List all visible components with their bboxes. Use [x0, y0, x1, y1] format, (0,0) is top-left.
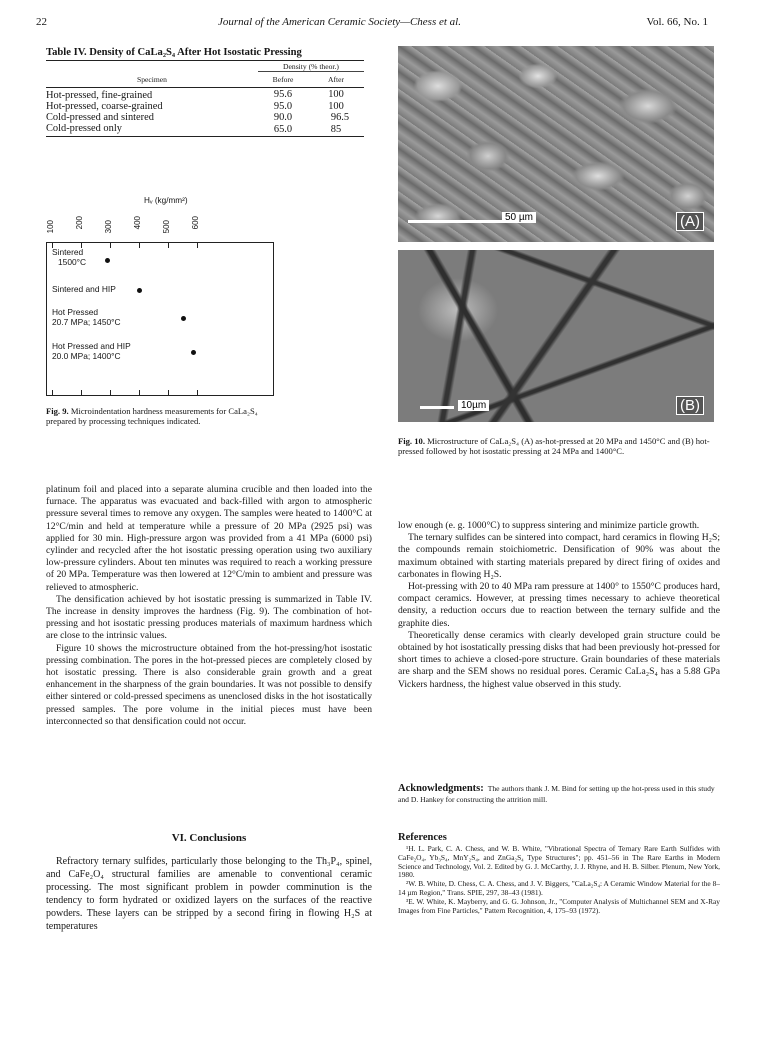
cell-before: 65.0: [258, 123, 308, 137]
fig9-tick-label: 300: [104, 220, 113, 234]
volume-issue: Vol. 66, No. 1: [646, 16, 708, 28]
panel-letter: (A): [676, 212, 704, 231]
cell-specimen: Hot-pressed, coarse-grained: [46, 101, 163, 112]
fig9-label-line: Sintered: [52, 247, 84, 257]
col-header-after: After: [308, 72, 364, 88]
fig9-row-label: [52, 342, 131, 361]
fig9-tick-mark: [110, 390, 111, 396]
section-heading-conclusions: VI. Conclusions: [171, 832, 247, 844]
col-header-specimen: Specimen: [46, 72, 258, 88]
fig9-row-label: [52, 308, 121, 327]
cell-specimen: Hot-pressed, fine-grained: [46, 90, 153, 101]
cell-before: 95.6: [273, 89, 293, 100]
paragraph: Theoretically dense ceramics with clearly developed grain structure could be obtained by hot isostatically pressing disks that had been previously hot-pressed for short times to achieve a closed-pore structure. Grain boundaries of these materials are sharp and the SEM shows no residual pores. Ceramic CaLa₂S₄ has a 5.88 GPa Vickers hardness, the highest value observed in this study.: [398, 629, 720, 690]
fig9-data-point: [105, 258, 110, 263]
page-number: 22: [36, 16, 47, 28]
table-header-row: [46, 72, 364, 88]
fig9-row-label: [52, 248, 86, 267]
fig9-tick-mark: [168, 242, 169, 248]
cell-specimen: Cold-pressed and sintered: [46, 112, 154, 123]
fig9-tick-mark: [197, 242, 198, 248]
right-body-text: [398, 520, 720, 691]
conclusions-text: [46, 855, 372, 933]
references-list: [398, 845, 720, 915]
table-iv: [46, 47, 364, 137]
paragraph: The ternary sulfides can be sintered into compact, hard ceramics in flowing H₂S; the compounds remain stoichiometric. Densification of 90% was about the maximum obtained with starting materials prepared by direct firing of oxides and carbonates in flowing H₂S.: [398, 532, 720, 580]
scale-bar-line: [408, 220, 512, 223]
acknowledgments: [398, 782, 720, 804]
ack-heading: Acknowledgments:: [398, 783, 484, 794]
figure-9: [46, 196, 278, 400]
table-row: [46, 101, 364, 112]
fig10-caption: [398, 436, 716, 456]
fig9-tick-mark: [168, 390, 169, 396]
cell-specimen: Cold-pressed only: [46, 123, 258, 137]
fig9-label-line: Hot Pressed: [52, 307, 99, 317]
cell-before: 95.0: [273, 101, 293, 112]
fig9-tick-label: 400: [133, 216, 142, 230]
density-table: [46, 72, 364, 137]
cell-after: 96.5: [330, 112, 350, 123]
fig9-tick-mark: [52, 390, 53, 396]
fig9-tick-label: 500: [162, 220, 171, 234]
reference-item: ²W. B. White, D. Chess, C. A. Chess, and J. V. Biggers, "CaLa₂S₄: A Ceramic Window Material for the 8–14 µm Region," Trans. SPIE, 297, 38–43 (1981).: [398, 879, 720, 897]
table-title: Table IV. Density of CaLa₂S₄ After Hot Isostatic Pressing: [46, 47, 364, 61]
reference-item: ³E. W. White, K. Mayberry, and G. G. Johnson, Jr., "Computer Analysis of Multichannel SEM and X-Ray Images from Fine Particles," Pattern Recognition, 4, 175–93 (1972).: [398, 896, 720, 915]
fig9-label-line: 20.0 MPa; 1400°C: [52, 350, 121, 361]
paragraph: Figure 10 shows the microstructure obtained from the hot-pressing/hot isostatic pressing combination. The pores in the hot-pressed pieces are completely closed by hot isostatic pressing. There is also considerable grain growth and a great enhancement in the sharpness of the grain boundaries. It was not possible to densify either sintered or cold-pressed specimens as unenclosed disks in the hot isostatically pressed samples. The pore volume in the initial pieces must have been interconnected so that densification could not occur.: [46, 642, 372, 727]
table-row: [46, 112, 364, 123]
fig10-panel-a: [398, 46, 714, 242]
fig9-label-line: 1500°C: [58, 256, 87, 267]
paragraph: low enough (e. g. 1000°C) to suppress sintering and minimize particle growth.: [398, 520, 700, 531]
table-row: [46, 88, 364, 102]
fig9-caption-label: Fig. 9.: [46, 406, 69, 416]
cell-after: 100: [328, 101, 344, 112]
fig9-tick-label: 100: [46, 220, 55, 234]
scale-label: 50 µm: [502, 212, 536, 223]
table-group-header: Density (% theor.): [258, 62, 364, 72]
cell-after: 85: [308, 123, 364, 137]
fig9-tick-label: 600: [191, 216, 200, 230]
fig9-label-line: 20.7 MPa; 1450°C: [52, 316, 121, 327]
references-heading: References: [398, 832, 447, 843]
cell-after: 100: [328, 89, 344, 100]
scale-bar: [420, 406, 454, 409]
ack-text: The authors thank J. M. Bind for setting up the hot-press used in this study and D. Hankey for constructing the attrition mill.: [398, 784, 715, 804]
left-body-text: [46, 484, 372, 728]
fig9-tick-mark: [197, 390, 198, 396]
fig9-tick-mark: [139, 390, 140, 396]
reference-item: ¹H. L. Park, C. A. Chess, and W. B. White, "Vibrational Spectra of Ternary Rare Earth Sulfides with CaFe₂O₄, Yb₃S₄, MnY₂S₄, and ZnGa₂S₄ Type Structures"; pp. 451–56 in The Rare Earths in Modern Science and Technology, Vol. 2. Edited by G. J. McCarthy, J. J. Rhyne, and H. B. Silber. Plenum, New York, 1980.: [398, 844, 720, 880]
running-title: Journal of the American Ceramic Society—Chess et al.: [218, 16, 461, 28]
scale-label: 10µm: [458, 400, 489, 411]
fig9-tick-mark: [110, 242, 111, 248]
paragraph: The densification achieved by hot isostatic pressing is summarized in Table IV. The increase in density improves the hardness (Fig. 9). The combination of hot-pressing and hot isostatic pressing produces materials of maximum hardness which are close to the intrinsic values.: [46, 593, 372, 642]
fig10-caption-label: Fig. 10.: [398, 436, 425, 446]
fig9-caption-text: Microindentation hardness measurements for CaLa₂S₄ prepared by processing techniques indicated.: [46, 406, 258, 426]
paragraph: platinum foil and placed into a separate alumina crucible and then loaded into the furnace. The apparatus was evacuated and back-filled with argon to atmospheric pressure several times to remove any oxygen. The samples were heated to 1400°C at 12°C/min and held at temperature while a pressure of 20 MPa (2925 psi) was applied for 30 min. High-pressure argon was provided from a 41 MPa (6000 psi) cylinder and recycled after the hot isostatic pressing operation using two auxiliary low-pressure cylinders. About ten minutes was required to reach a working pressure of 20 MPa. Temperature was then lowered at 12°C/min to ambient and pressure was relieved to atmospheric.: [46, 484, 372, 593]
fig10-caption-text: Microstructure of CaLa₂S₄ (A) as-hot-pressed at 20 MPa and 1450°C and (B) hot-pressed followed by hot isostatic pressing at 24 MPa and 1400°C.: [398, 436, 710, 456]
col-header-before: Before: [258, 72, 308, 88]
panel-letter: (B): [676, 396, 704, 415]
fig9-tick-mark: [81, 390, 82, 396]
cell-before: 90.0: [273, 112, 293, 123]
fig9-label-line: Hot Pressed and HIP: [52, 341, 131, 351]
fig9-axis-label: Hᵥ (kg/mm²): [144, 196, 188, 205]
fig9-data-point: [137, 288, 142, 293]
fig9-caption: [46, 406, 278, 426]
fig9-tick-label: 200: [75, 216, 84, 230]
fig9-data-point: [191, 350, 196, 355]
paragraph: Hot-pressing with 20 to 40 MPa ram pressure at 1400° to 1550°C produces hard, compact ceramics. However, at pressing times necessary to achieve theoretical density, a reduction occurs due to reaction between the ternary sulfide and the graphite dies.: [398, 581, 720, 629]
table-row: [46, 123, 364, 137]
paragraph: Refractory ternary sulfides, particularly those belonging to the Th₃P₄, spinel, and CaFe₂O₄ structural families are amenable to conventional ceramic processing. The most significant problem in powder comminution is the tendency to form hydrated or oxidized layers on the surfaces of the reactive powders. These layers can be stripped by a second firing in flowing H₂S at temperatures: [46, 856, 372, 932]
fig9-tick-mark: [139, 242, 140, 248]
fig10-panel-b: [398, 250, 714, 422]
fig9-row-label: Sintered and HIP: [52, 284, 116, 294]
